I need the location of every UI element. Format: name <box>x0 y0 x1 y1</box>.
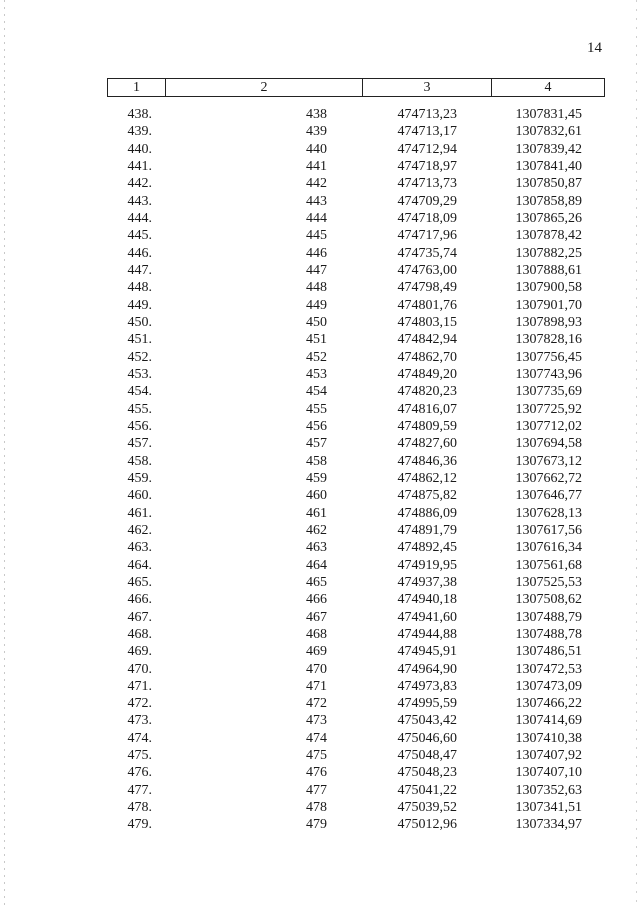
table-row <box>107 522 605 539</box>
table-row <box>107 106 605 123</box>
table-row <box>107 349 605 366</box>
header-col-4: 4 <box>544 80 552 95</box>
point-number: 479 <box>306 817 327 833</box>
coord-y: 1307407,10 <box>515 765 582 781</box>
table-row <box>107 591 605 608</box>
coord-x: 474941,60 <box>397 609 457 625</box>
table-row <box>107 505 605 522</box>
coord-x: 475048,47 <box>397 748 457 764</box>
point-number: 444 <box>306 210 327 226</box>
table-row <box>107 609 605 626</box>
coord-x: 474709,29 <box>397 193 457 209</box>
row-index: 464. <box>127 557 152 573</box>
coord-y: 1307488,79 <box>515 609 582 625</box>
coord-x: 474849,20 <box>397 366 457 382</box>
table-row <box>107 245 605 262</box>
table-row <box>107 574 605 591</box>
point-number: 449 <box>306 297 327 313</box>
coord-y: 1307352,63 <box>515 782 582 798</box>
coord-y: 1307694,58 <box>515 436 582 452</box>
table-body <box>107 106 605 834</box>
coord-x: 474713,17 <box>397 124 457 140</box>
coord-x: 474718,97 <box>397 158 457 174</box>
point-number: 443 <box>306 193 327 209</box>
coord-x: 474937,38 <box>397 574 457 590</box>
point-number: 456 <box>306 418 327 434</box>
coord-y: 1307472,53 <box>515 661 582 677</box>
coord-y: 1307662,72 <box>515 470 582 486</box>
point-number: 460 <box>306 488 327 504</box>
row-index: 465. <box>127 574 152 590</box>
table-row <box>107 158 605 175</box>
point-number: 478 <box>306 800 327 816</box>
point-number: 469 <box>306 644 327 660</box>
table-row <box>107 331 605 348</box>
coord-x: 474803,15 <box>397 314 457 330</box>
coord-y: 1307341,51 <box>515 800 582 816</box>
row-index: 453. <box>127 366 152 382</box>
table-row <box>107 626 605 643</box>
point-number: 440 <box>306 141 327 157</box>
row-index: 477. <box>127 782 152 798</box>
coord-x: 474827,60 <box>397 436 457 452</box>
row-index: 441. <box>127 158 152 174</box>
coord-y: 1307898,93 <box>515 314 582 330</box>
coord-x: 474919,95 <box>397 557 457 573</box>
row-index: 448. <box>127 280 152 296</box>
scan-edge-right <box>636 0 637 905</box>
table-row <box>107 816 605 833</box>
table-row <box>107 799 605 816</box>
table-row <box>107 279 605 296</box>
coord-y: 1307832,61 <box>515 124 582 140</box>
coord-y: 1307839,42 <box>515 141 582 157</box>
point-number: 467 <box>306 609 327 625</box>
row-index: 456. <box>127 418 152 434</box>
table-row <box>107 730 605 747</box>
coord-y: 1307646,77 <box>515 488 582 504</box>
coord-x: 474891,79 <box>397 522 457 538</box>
coord-x: 474801,76 <box>397 297 457 313</box>
coord-x: 475043,42 <box>397 713 457 729</box>
coord-x: 474940,18 <box>397 592 457 608</box>
table-row <box>107 678 605 695</box>
row-index: 446. <box>127 245 152 261</box>
coord-x: 474798,49 <box>397 280 457 296</box>
point-number: 461 <box>306 505 327 521</box>
coord-x: 475046,60 <box>397 730 457 746</box>
coord-y: 1307828,16 <box>515 332 582 348</box>
row-index: 478. <box>127 800 152 816</box>
coord-y: 1307486,51 <box>515 644 582 660</box>
point-number: 477 <box>306 782 327 798</box>
row-index: 472. <box>127 696 152 712</box>
point-number: 462 <box>306 522 327 538</box>
row-index: 466. <box>127 592 152 608</box>
row-index: 475. <box>127 748 152 764</box>
row-index: 449. <box>127 297 152 313</box>
point-number: 438 <box>306 107 327 122</box>
coord-x: 474875,82 <box>397 488 457 504</box>
coord-y: 1307831,45 <box>515 107 582 122</box>
coord-x: 475039,52 <box>397 800 457 816</box>
row-index: 474. <box>127 730 152 746</box>
coord-y: 1307407,92 <box>515 748 582 764</box>
table-row <box>107 366 605 383</box>
point-number: 455 <box>306 401 327 417</box>
row-index: 463. <box>127 540 152 556</box>
table-row <box>107 123 605 140</box>
page-number: 14 <box>587 40 602 56</box>
table-row <box>107 747 605 764</box>
point-number: 454 <box>306 384 327 400</box>
coord-x: 474820,23 <box>397 384 457 400</box>
coord-y: 1307735,69 <box>515 384 582 400</box>
point-number: 468 <box>306 626 327 642</box>
coord-x: 474842,94 <box>397 332 457 348</box>
row-index: 479. <box>127 817 152 833</box>
row-index: 467. <box>127 609 152 625</box>
coord-y: 1307888,61 <box>515 262 582 278</box>
table-row <box>107 764 605 781</box>
header-col-2: 2 <box>166 79 363 96</box>
coord-x: 474712,94 <box>397 141 457 157</box>
point-number: 441 <box>306 158 327 174</box>
row-index: 454. <box>127 384 152 400</box>
coord-y: 1307488,78 <box>515 626 582 642</box>
table-row <box>107 557 605 574</box>
table-row <box>107 487 605 504</box>
point-number: 445 <box>306 228 327 244</box>
coord-x: 474964,90 <box>397 661 457 677</box>
coord-y: 1307756,45 <box>515 349 582 365</box>
row-index: 455. <box>127 401 152 417</box>
point-number: 457 <box>306 436 327 452</box>
row-index: 440. <box>127 141 152 157</box>
point-number: 470 <box>306 661 327 677</box>
row-index: 439. <box>127 124 152 140</box>
row-index: 451. <box>127 332 152 348</box>
scan-edge-left <box>4 0 5 905</box>
point-number: 452 <box>306 349 327 365</box>
coord-x: 474718,09 <box>397 210 457 226</box>
header-col-3: 3 <box>363 79 492 96</box>
row-index: 473. <box>127 713 152 729</box>
coord-y: 1307865,26 <box>515 210 582 226</box>
point-number: 476 <box>306 765 327 781</box>
coord-y: 1307858,89 <box>515 193 582 209</box>
coord-y: 1307616,34 <box>515 540 582 556</box>
table-row <box>107 643 605 660</box>
coord-y: 1307466,22 <box>515 696 582 712</box>
point-number: 475 <box>306 748 327 764</box>
coord-y: 1307525,53 <box>515 574 582 590</box>
coord-y: 1307841,40 <box>515 158 582 174</box>
table-row <box>107 539 605 556</box>
coord-x: 474735,74 <box>397 245 457 261</box>
table-row <box>107 712 605 729</box>
table-row <box>107 453 605 470</box>
table-row <box>107 470 605 487</box>
coord-y: 1307508,62 <box>515 592 582 608</box>
point-number: 466 <box>306 592 327 608</box>
coord-x: 474944,88 <box>397 626 457 642</box>
coord-y: 1307410,38 <box>515 730 582 746</box>
coord-x: 475012,96 <box>397 817 457 833</box>
row-index: 460. <box>127 488 152 504</box>
coord-y: 1307473,09 <box>515 678 582 694</box>
table-row <box>107 210 605 227</box>
row-index: 444. <box>127 210 152 226</box>
row-index: 461. <box>127 505 152 521</box>
point-number: 458 <box>306 453 327 469</box>
row-index: 450. <box>127 314 152 330</box>
coord-x: 475048,23 <box>397 765 457 781</box>
row-index: 470. <box>127 661 152 677</box>
coord-x: 474763,00 <box>397 262 457 278</box>
coord-y: 1307334,97 <box>515 817 582 833</box>
coord-x: 474892,45 <box>397 540 457 556</box>
row-index: 459. <box>127 470 152 486</box>
coord-y: 1307617,56 <box>515 522 582 538</box>
coord-y: 1307561,68 <box>515 557 582 573</box>
coord-y: 1307850,87 <box>515 176 582 192</box>
point-number: 446 <box>306 245 327 261</box>
table-row <box>107 418 605 435</box>
row-index: 457. <box>127 436 152 452</box>
row-index: 438. <box>127 107 152 122</box>
coord-x: 474809,59 <box>397 418 457 434</box>
coord-y: 1307743,96 <box>515 366 582 382</box>
coord-x: 474816,07 <box>397 401 457 417</box>
row-index: 471. <box>127 678 152 694</box>
table-row <box>107 193 605 210</box>
coord-x: 474973,83 <box>397 678 457 694</box>
coord-y: 1307882,25 <box>515 245 582 261</box>
row-index: 462. <box>127 522 152 538</box>
point-number: 465 <box>306 574 327 590</box>
point-number: 474 <box>306 730 327 746</box>
point-number: 442 <box>306 176 327 192</box>
row-index: 476. <box>127 765 152 781</box>
coord-y: 1307901,70 <box>515 297 582 313</box>
coord-x: 474886,09 <box>397 505 457 521</box>
coord-y: 1307673,12 <box>515 453 582 469</box>
coord-x: 474717,96 <box>397 228 457 244</box>
table-row <box>107 435 605 452</box>
coord-x: 475041,22 <box>397 782 457 798</box>
coord-y: 1307900,58 <box>515 280 582 296</box>
table-row <box>107 262 605 279</box>
table-row <box>107 141 605 158</box>
table-header <box>107 78 605 97</box>
table-row <box>107 782 605 799</box>
coord-x: 474862,12 <box>397 470 457 486</box>
point-number: 439 <box>306 124 327 140</box>
coord-x: 474862,70 <box>397 349 457 365</box>
row-index: 447. <box>127 262 152 278</box>
coord-y: 1307628,13 <box>515 505 582 521</box>
table-row <box>107 695 605 712</box>
point-number: 453 <box>306 366 327 382</box>
coord-x: 474713,73 <box>397 176 457 192</box>
row-index: 468. <box>127 626 152 642</box>
point-number: 450 <box>306 314 327 330</box>
point-number: 472 <box>306 696 327 712</box>
row-index: 443. <box>127 193 152 209</box>
row-index: 452. <box>127 349 152 365</box>
row-index: 458. <box>127 453 152 469</box>
point-number: 471 <box>306 678 327 694</box>
point-number: 448 <box>306 280 327 296</box>
table-row <box>107 661 605 678</box>
table-row <box>107 227 605 244</box>
point-number: 473 <box>306 713 327 729</box>
coord-x: 474713,23 <box>397 107 457 122</box>
point-number: 459 <box>306 470 327 486</box>
table-row <box>107 314 605 331</box>
coord-y: 1307414,69 <box>515 713 582 729</box>
table-row <box>107 383 605 400</box>
coord-x: 474995,59 <box>397 696 457 712</box>
row-index: 442. <box>127 176 152 192</box>
point-number: 464 <box>306 557 327 573</box>
coord-y: 1307725,92 <box>515 401 582 417</box>
point-number: 447 <box>306 262 327 278</box>
table-row <box>107 175 605 192</box>
coord-y: 1307712,02 <box>515 418 582 434</box>
table-row <box>107 401 605 418</box>
point-number: 451 <box>306 332 327 348</box>
row-index: 469. <box>127 644 152 660</box>
coord-y: 1307878,42 <box>515 228 582 244</box>
table-row <box>107 297 605 314</box>
row-index: 445. <box>127 228 152 244</box>
coord-x: 474846,36 <box>397 453 457 469</box>
coord-x: 474945,91 <box>397 644 457 660</box>
header-col-1: 1 <box>108 79 166 96</box>
point-number: 463 <box>306 540 327 556</box>
